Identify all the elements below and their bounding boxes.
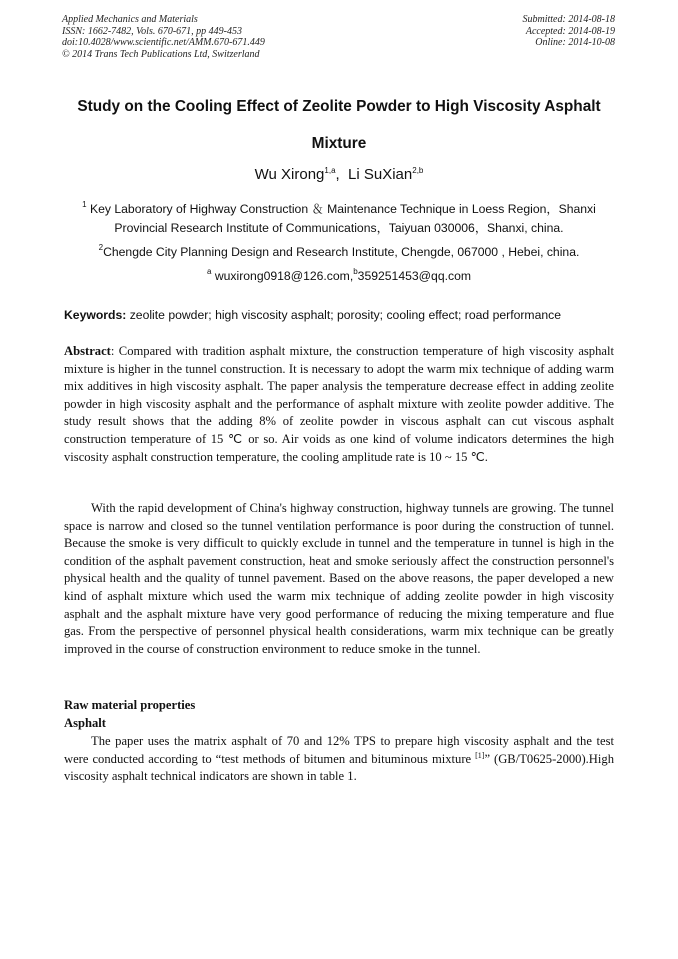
affiliation-2 — [60, 243, 618, 262]
author-affiliation-mark: 2,b — [412, 166, 424, 175]
affiliation-text: Chengde City Planning Design and Research Institute, Chengde, 067000 , Hebei, china. — [103, 245, 580, 259]
abstract-label: Abstract — [64, 344, 111, 358]
journal-info — [62, 14, 265, 60]
submitted-date: Submitted: 2014-08-18 — [522, 14, 615, 25]
asphalt-paragraph — [64, 733, 614, 786]
online-date: Online: 2014-10-08 — [535, 37, 615, 49]
author-emails — [0, 267, 678, 286]
author-name: Wu Xirong — [254, 166, 325, 183]
email-link[interactable]: wuxirong0918@126.com, — [214, 269, 354, 283]
abstract — [64, 343, 614, 466]
intro-paragraph: With the rapid development of China's highway construction, highway tunnels are growing. The tunnel space is narrow and closed so the tunnel ventilation performance is poor during the construction of tunnel. Because the smoke is very difficult to quickly exclude in tunnel and the temperature in tunnel is high in the condition of the asphalt pavement construction, heat and smoke seriously affect the construction personnel's physical health and the quality of tunnel pavement. Based on the above reasons, the paper developed a new kind of asphalt mixture which used the warm mix technique of adding zeolite powder in high viscosity asphalt and the asphalt mixture have very good performance of reducing the mixing temperature and flue gas. From the perspective of personnel physical health considerations, warm mix technique can be greatly improved in the course of construction environment to reduce smoke in the tunnel. — [64, 501, 614, 656]
section-heading: Raw material properties — [64, 698, 196, 712]
keywords — [64, 306, 624, 325]
author-separator: , — [335, 166, 349, 183]
email-link[interactable]: 359251453@qq.com — [357, 269, 472, 283]
affiliation-mark: 1 — [82, 200, 87, 209]
journal-issn: ISSN: 1662-7482, Vols. 670-671, pp 449-453 — [62, 25, 242, 37]
affiliation-text: Key Laboratory of Highway Construction ＆ Maintenance Technique in Loess Region，Shanxi Provincial Research Institute of Communications，Taiyuan 030006，Shanxi, china. — [89, 202, 596, 235]
keywords-text: zeolite powder; high viscosity asphalt; porosity; cooling effect; road performance — [129, 308, 562, 322]
asphalt-text-cont: ” (GB/T0625-2000).High viscosity asphalt technical indicators are shown in table 1. — [64, 751, 614, 784]
email-mark: a — [206, 267, 212, 276]
author-name: Li SuXian — [348, 166, 413, 183]
citation-ref[interactable]: [1] — [475, 750, 485, 760]
abstract-text: : Compared with tradition asphalt mixture, the construction temperature of high viscosity asphalt mixture is higher in the tunnel construction. It is necessary to adopt the warm mix technique of adding warm mix additives in high viscosity asphalt. The paper analysis the temperature decrease effect in adding zeolite powder in high viscosity asphalt and the performance of asphalt mixture with zeolite powder additive. The study result shows that the adding 8% of zeolite powder in viscous asphalt can cut viscous asphalt construction temperature of 15 ℃ or so. Air voids as one kind of volume indicators determines the high viscosity asphalt construction temperature, the cooling amplitude rate is 10 ~ 15 ℃. — [64, 344, 614, 464]
author-affiliation-mark: 1,a — [324, 166, 336, 175]
publication-dates — [523, 14, 616, 49]
journal-name: Applied Mechanics and Materials — [62, 14, 198, 25]
paper-title: Study on the Cooling Effect of Zeolite Powder to High Viscosity Asphalt Mixture — [77, 98, 601, 152]
accepted-date: Accepted: 2014-08-19 — [525, 25, 615, 37]
affiliation-mark: 2 — [98, 243, 104, 252]
email-mark: b — [353, 267, 358, 276]
asphalt-text: The paper uses the matrix asphalt of 70 and 12% TPS to prepare high viscosity asphalt and the test were conducted according to “test methods of bitumen and bituminous mixture — [64, 734, 614, 766]
author-list — [0, 166, 678, 183]
journal-doi: doi:10.4028/www.scientific.net/AMM.670-671.449 — [62, 37, 265, 49]
subsection-heading: Asphalt — [64, 716, 106, 730]
affiliation-1 — [60, 200, 618, 238]
keywords-label: Keywords: — [64, 308, 127, 322]
journal-copyright: © 2014 Trans Tech Publications Ltd, Switzerland — [62, 48, 260, 60]
